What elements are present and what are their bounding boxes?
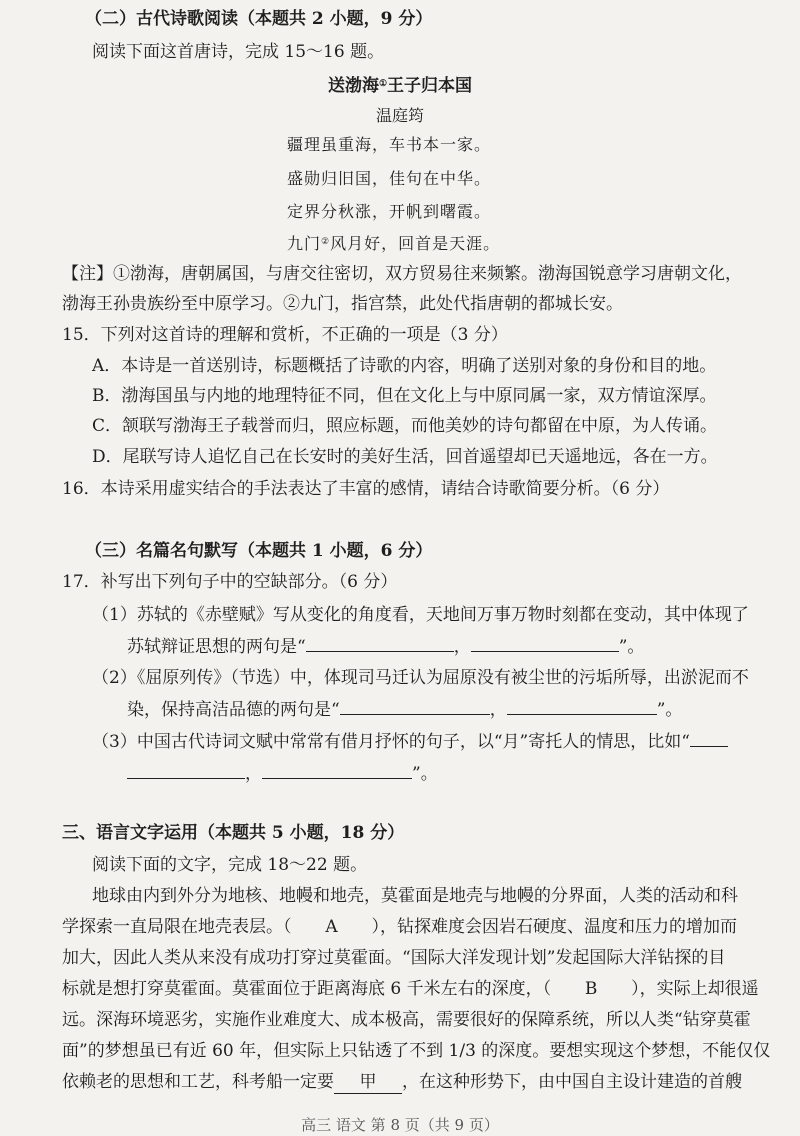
answer-blank[interactable] <box>507 698 657 715</box>
q17-item-2-answer: 染，保持高洁品德的两句是“ ， ”。 <box>127 700 683 720</box>
q17-item-1: （1）苏轼的《赤壁赋》写从变化的角度看，天地间万事万物时刻都在变动，其中体现了 <box>92 605 749 625</box>
question-15: 15．下列对这首诗的理解和赏析，不正确的一项是（3 分） <box>62 325 508 345</box>
blank-marker-a: A <box>325 917 338 937</box>
poem-author: 温庭筠 <box>375 106 424 125</box>
question-16: 16．本诗采用虚实结合的手法表达了丰富的感情，请结合诗歌简要分析。（6 分） <box>62 479 670 499</box>
answer-blank[interactable] <box>471 635 619 652</box>
option-a: A．本诗是一首送别诗，标题概括了诗歌的内容，明确了送别对象的身份和目的地。 <box>92 356 717 376</box>
answer-blank[interactable] <box>306 635 454 652</box>
answer-blank[interactable] <box>127 762 245 779</box>
q17-item-3-answer: ， ”。 <box>127 762 438 785</box>
poem-line: 定界分秋涨，开帆到曙霞。 <box>287 202 492 221</box>
q17-item-3: （3）中国古代诗词文赋中常常有借月抒怀的句子，以“月”寄托人的情思，比如“ <box>92 730 728 753</box>
option-d: D．尾联写诗人追忆自己在长安时的美好生活，回首遥望却已天遥地远，各在一方。 <box>92 447 718 467</box>
poem-note: 渤海王孙贵族纷至中原学习。②九门，指宫禁，此处代指唐朝的都城长安。 <box>62 294 623 314</box>
passage-line: 面”的梦想虽已有近 60 年，但实际上只钻透了不到 1/3 的深度。要想实现这个梦想，不能仅仅 <box>62 1041 771 1061</box>
answer-blank[interactable] <box>690 730 728 747</box>
question-17: 17．补写出下列句子中的空缺部分。（6 分） <box>62 572 398 592</box>
passage-line: 远。深海环境恶劣，实施作业难度大、成本极高，需要很好的保障系统，所以人类“钻穿莫霍 <box>62 1010 751 1030</box>
poem-line: 九门②风月好，回首是天涯。 <box>287 234 501 253</box>
poem-line: 盛勋归旧国，佳句在中华。 <box>287 169 492 188</box>
passage-line: 依赖老的思想和工艺，科考船一定要 甲 ，在这种形势下，由中国自主设计建造的首艘 <box>62 1072 742 1092</box>
passage-line: 地球由内到外分为地核、地幔和地壳，莫霍面是地壳与地幔的分界面，人类的活动和科 <box>92 886 738 906</box>
section-heading-poetry: （二）古代诗歌阅读（本题共 2 小题，9 分） <box>85 9 433 29</box>
option-b: B．渤海国虽与内地的地理特征不同，但在文化上与中原同属一家，双方情谊深厚。 <box>92 386 717 406</box>
poem-line: 疆理虽重海，车书本一家。 <box>287 135 492 154</box>
reading-instruction: 阅读下面这首唐诗，完成 15～16 题。 <box>92 42 385 62</box>
blank-marker-jia: 甲 <box>334 1071 402 1094</box>
section-heading-language: 三、语言文字运用（本题共 5 小题，18 分） <box>62 823 405 843</box>
passage-line: 学探索一直局限在地壳表层。（ A ），钻探难度会因岩石硬度、温度和压力的增加而 <box>62 917 737 937</box>
answer-blank[interactable] <box>340 698 490 715</box>
reading-instruction: 阅读下面的文字，完成 18～22 题。 <box>92 855 368 875</box>
answer-blank[interactable] <box>262 762 412 779</box>
passage-line: 加大，因此人类从来没有成功打穿过莫霍面。“国际大洋发现计划”发起国际大洋钻探的目 <box>62 948 726 968</box>
option-c: C．颔联写渤海王子载誉而归，照应标题，而他美妙的诗句都留在中原，为人传诵。 <box>92 416 718 436</box>
q17-item-2: （2）《屈原列传》（节选）中，体现司马迁认为屈原没有被尘世的污垢所辱，出淤泥而不 <box>92 668 749 688</box>
page-footer: 高三 语文 第 8 页（共 9 页） <box>301 1116 499 1134</box>
blank-marker-b: B <box>584 979 598 999</box>
q17-item-1-answer: 苏轼辩证思想的两句是“ ， ”。 <box>127 637 645 657</box>
poem-title: 送渤海①王子归本国 <box>327 76 473 96</box>
section-heading-dictation: （三）名篇名句默写（本题共 1 小题，6 分） <box>85 541 433 561</box>
poem-note: 【注】①渤海，唐朝属国，与唐交往密切，双方贸易往来频繁。渤海国锐意学习唐朝文化， <box>62 264 742 284</box>
passage-line: 标就是想打穿莫霍面。莫霍面位于距离海底 6 千米左右的深度，（ B ），实际上却很遥 <box>62 979 759 999</box>
